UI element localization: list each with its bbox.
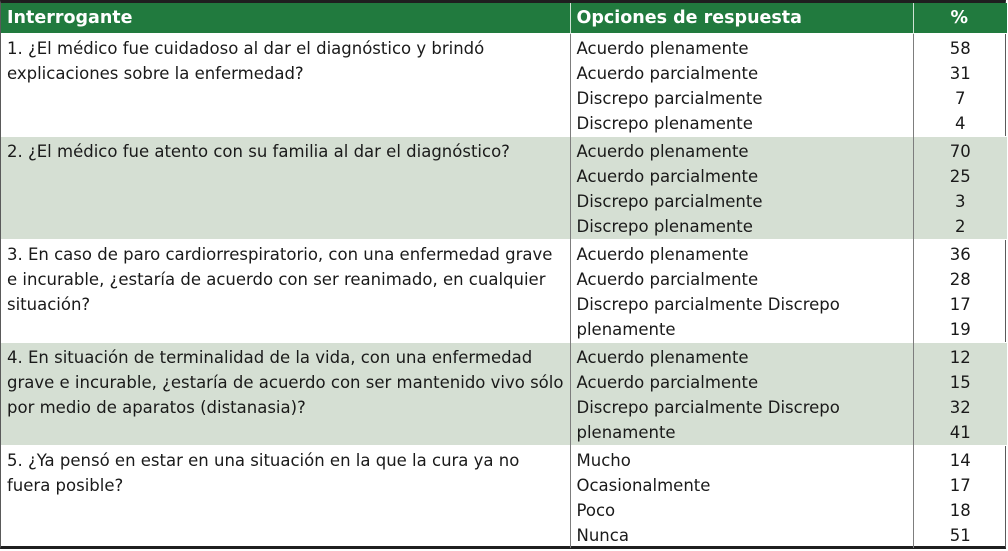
option-label: Acuerdo plenamente <box>576 142 749 161</box>
options-cell <box>570 137 913 240</box>
question-text: 5. ¿Ya pensó en estar en una situación en la que la cura ya no fuera posible? <box>7 451 520 495</box>
table-row <box>1 34 1007 137</box>
percent-value: 15 <box>949 373 971 392</box>
percent-cell <box>913 240 1007 343</box>
percent-cell <box>913 34 1007 137</box>
option-label: Discrepo plenamente <box>576 217 753 236</box>
options-cell <box>570 34 913 137</box>
percent-value: 12 <box>949 348 971 367</box>
header-question: Interrogante <box>1 3 570 34</box>
option-label: Acuerdo plenamente <box>576 245 749 264</box>
percent-cell <box>913 446 1007 549</box>
option-label: Acuerdo parcialmente <box>576 167 759 186</box>
survey-table <box>1 3 1007 548</box>
option-label: Mucho <box>576 451 631 470</box>
percent-value: 7 <box>955 89 966 108</box>
percent-value: 31 <box>949 64 971 83</box>
option-label: Discrepo parcialmente <box>576 89 763 108</box>
percent-value: 25 <box>949 167 971 186</box>
percent-value: 70 <box>949 142 971 161</box>
options-cell <box>570 240 913 343</box>
percent-value: 41 <box>949 423 971 442</box>
percent-cell <box>913 137 1007 240</box>
option-label: Discrepo plenamente <box>576 114 753 133</box>
question-cell <box>1 240 570 343</box>
option-label: Nunca <box>576 526 629 545</box>
header-options: Opciones de respuesta <box>570 3 913 34</box>
option-label: Acuerdo parcialmente <box>576 64 759 83</box>
question-text: 2. ¿El médico fue atento con su familia al dar el diagnóstico? <box>7 142 510 161</box>
percent-value: 28 <box>949 270 971 289</box>
question-text: 1. ¿El médico fue cuidadoso al dar el diagnóstico y brindó explicaciones sobre la enfermedad? <box>7 39 485 83</box>
option-label: Discrepo parcialmente Discrepo <box>576 295 840 314</box>
percent-value: 36 <box>949 245 971 264</box>
table-row <box>1 446 1007 549</box>
percent-value: 2 <box>955 217 966 236</box>
percent-value: 51 <box>949 526 971 545</box>
option-label: Poco <box>576 501 616 520</box>
question-text: 3. En caso de paro cardiorrespiratorio, con una enfermedad grave e incurable, ¿estaría de acuerdo con ser reanimado, en cualquier situación? <box>7 245 553 314</box>
option-label: plenamente <box>576 320 676 339</box>
option-label: Acuerdo plenamente <box>576 348 749 367</box>
option-label: Discrepo parcialmente Discrepo <box>576 398 840 417</box>
percent-value: 32 <box>949 398 971 417</box>
option-label: Acuerdo plenamente <box>576 39 749 58</box>
question-cell <box>1 34 570 137</box>
question-text: 4. En situación de terminalidad de la vida, con una enfermedad grave e incurable, ¿estaría de acuerdo con ser mantenido vivo sólo por medio de aparatos (distanasia)? <box>7 348 564 417</box>
percent-value: 3 <box>955 192 966 211</box>
option-label: Acuerdo parcialmente <box>576 373 759 392</box>
table-row <box>1 137 1007 240</box>
percent-value: 19 <box>949 320 971 339</box>
question-cell <box>1 137 570 240</box>
option-label: Acuerdo parcialmente <box>576 270 759 289</box>
question-cell <box>1 446 570 549</box>
percent-value: 58 <box>949 39 971 58</box>
percent-value: 4 <box>955 114 966 133</box>
options-cell <box>570 446 913 549</box>
percent-value: 17 <box>949 476 971 495</box>
table-header-row <box>1 3 1007 34</box>
header-percent: % <box>913 3 1007 34</box>
percent-value: 18 <box>949 501 971 520</box>
options-cell <box>570 343 913 446</box>
option-label: plenamente <box>576 423 676 442</box>
percent-value: 17 <box>949 295 971 314</box>
percent-cell <box>913 343 1007 446</box>
table-row <box>1 343 1007 446</box>
table-row <box>1 240 1007 343</box>
percent-value: 14 <box>949 451 971 470</box>
option-label: Discrepo parcialmente <box>576 192 763 211</box>
question-cell <box>1 343 570 446</box>
option-label: Ocasionalmente <box>576 476 711 495</box>
